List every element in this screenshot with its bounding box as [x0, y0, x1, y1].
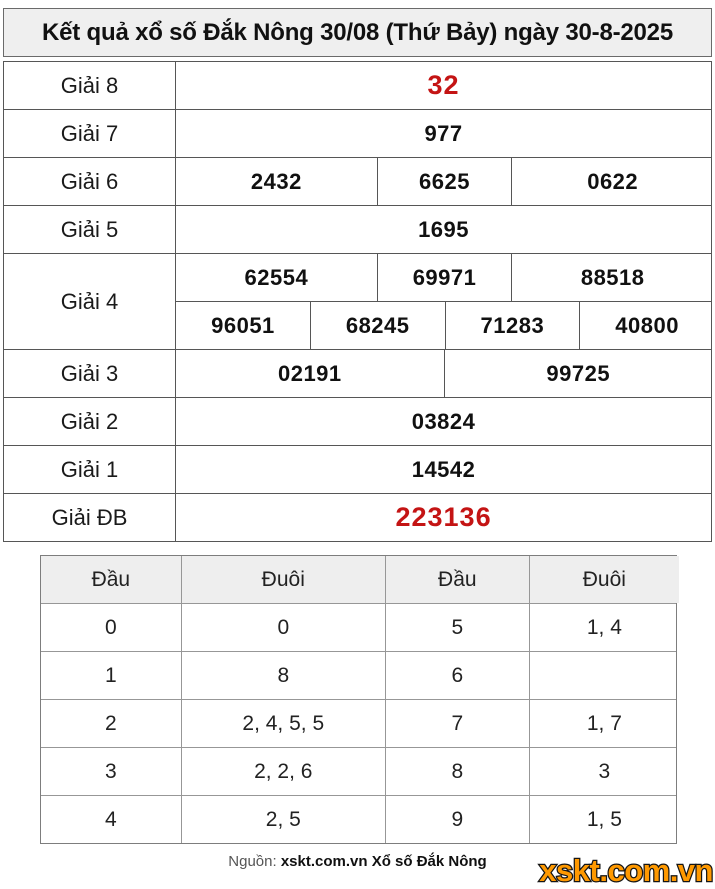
table-cell: 2, 4, 5, 5 [181, 700, 385, 747]
prize-row-db [4, 493, 711, 541]
prize-number: 99725 [444, 350, 712, 397]
table-cell: 9 [385, 796, 529, 843]
prize-number: 0622 [511, 158, 713, 205]
prize-label: Giải 3 [4, 350, 176, 397]
table-cell: 1, 5 [529, 796, 679, 843]
table-cell: 1 [105, 663, 117, 687]
table-cell: 2, 5 [181, 796, 385, 843]
prize-label: Giải 8 [4, 62, 176, 109]
table-cell: 3 [529, 748, 679, 795]
table-cell: 3 [105, 759, 117, 783]
prize-label: Giải ĐB [4, 494, 176, 541]
prize-table [3, 61, 712, 542]
prize-row-g6 [4, 157, 711, 205]
prize-row-g1 [4, 445, 711, 493]
source-suffix: Xổ số Đắk Nông [371, 853, 487, 870]
head-tail-row [41, 747, 676, 795]
prize-number-highlight: 223136 [395, 502, 492, 532]
column-header-dau: Đầu [385, 556, 529, 603]
xskt-watermark-logo: xskt.com.vn [539, 853, 713, 888]
prize-row-g3 [4, 349, 711, 397]
prize-number: 2432 [250, 168, 302, 194]
prize-number: 96051 [211, 312, 275, 338]
prize-row-g4 [4, 253, 711, 349]
prize-row-g5 [4, 205, 711, 253]
prize-number: 68245 [310, 302, 445, 349]
column-header-duoi: Đuôi [529, 556, 679, 603]
prize-label: Giải 4 [4, 254, 176, 349]
prize-label: Giải 1 [4, 446, 176, 493]
table-cell: 1, 7 [529, 700, 679, 747]
prize-row-g7 [4, 109, 711, 157]
table-cell: 8 [181, 652, 385, 699]
table-cell: 4 [105, 807, 117, 831]
table-cell [529, 652, 679, 699]
source-link[interactable]: xskt.com.vn [280, 853, 368, 870]
prize-label: Giải 2 [4, 398, 176, 445]
prize-number: 71283 [445, 302, 580, 349]
column-header-duoi: Đuôi [181, 556, 385, 603]
prize-number: 977 [424, 120, 463, 146]
source-label: Nguồn: [228, 853, 277, 870]
table-cell: 2 [105, 711, 117, 735]
table-cell: 6 [385, 652, 529, 699]
head-tail-table [40, 555, 677, 844]
prize-number: 02191 [277, 360, 342, 386]
head-tail-header-row [41, 556, 676, 603]
prize-number: 40800 [579, 302, 714, 349]
table-cell: 8 [385, 748, 529, 795]
table-cell: 0 [181, 604, 385, 651]
table-cell: 0 [105, 615, 117, 639]
prize-number: 1695 [418, 216, 470, 242]
head-tail-row [41, 795, 676, 843]
column-header-dau: Đầu [41, 556, 181, 603]
prize-number: 03824 [411, 408, 476, 434]
prize-row-g8 [4, 62, 711, 109]
prize-number: 14542 [411, 456, 476, 482]
prize-number-highlight: 32 [427, 70, 460, 100]
prize-label: Giải 6 [4, 158, 176, 205]
table-cell: 2, 2, 6 [181, 748, 385, 795]
prize-number: 69971 [377, 254, 512, 301]
prize-number: 6625 [377, 158, 512, 205]
head-tail-row [41, 651, 676, 699]
table-cell: 1, 4 [529, 604, 679, 651]
prize-label: Giải 5 [4, 206, 176, 253]
table-cell: 5 [385, 604, 529, 651]
prize-number: 88518 [511, 254, 713, 301]
prize-number: 62554 [244, 264, 309, 290]
prize-row-g2 [4, 397, 711, 445]
page-title: Kết quả xổ số Đắk Nông 30/08 (Thứ Bảy) ngày 30-8-2025 [3, 8, 712, 57]
table-cell: 7 [385, 700, 529, 747]
head-tail-row [41, 699, 676, 747]
prize-label: Giải 7 [4, 110, 176, 157]
head-tail-row [41, 603, 676, 651]
